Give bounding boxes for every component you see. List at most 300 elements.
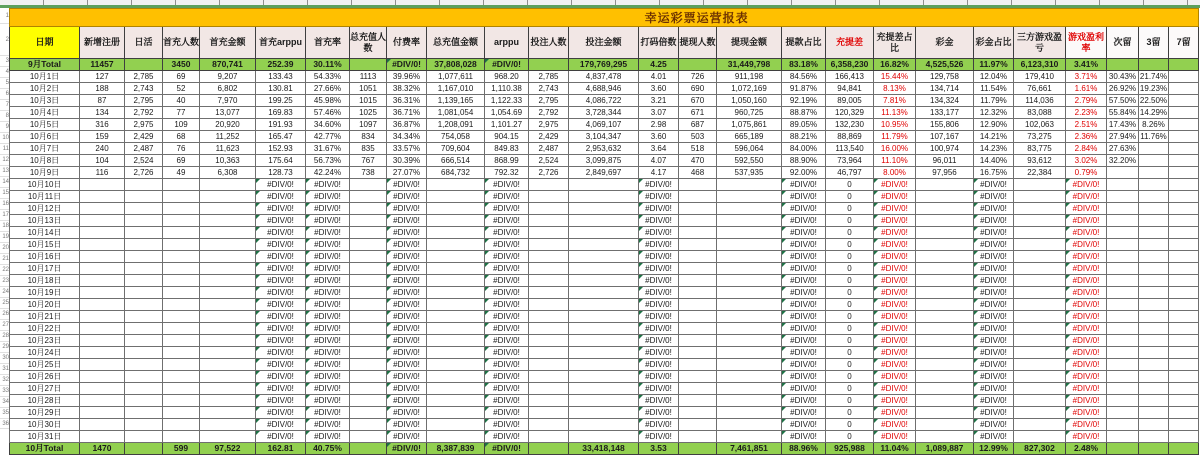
table-cell[interactable]: #DIV/0! [387, 431, 427, 443]
table-cell[interactable] [163, 311, 200, 323]
table-cell[interactable] [427, 287, 485, 299]
table-cell[interactable] [1169, 383, 1199, 395]
table-cell[interactable]: #DIV/0! [1066, 215, 1107, 227]
table-cell[interactable]: 1,072,169 [717, 83, 782, 95]
table-cell[interactable]: 754,058 [427, 131, 485, 143]
table-cell[interactable]: #DIV/0! [639, 419, 679, 431]
table-cell[interactable]: 57.46% [306, 107, 350, 119]
table-cell[interactable]: 11.79% [974, 95, 1014, 107]
table-cell[interactable]: 690 [679, 83, 717, 95]
table-cell[interactable]: 55.84% [1107, 107, 1139, 119]
table-cell[interactable] [1139, 251, 1169, 263]
table-cell[interactable]: #DIV/0! [256, 419, 306, 431]
table-cell[interactable] [717, 203, 782, 215]
table-cell[interactable] [717, 323, 782, 335]
table-cell[interactable] [350, 287, 387, 299]
row-number[interactable]: 8 [0, 111, 9, 122]
table-cell[interactable] [125, 383, 163, 395]
table-cell[interactable] [125, 203, 163, 215]
table-cell[interactable]: #DIV/0! [1066, 395, 1107, 407]
table-cell[interactable] [163, 371, 200, 383]
row-number[interactable]: 17 [0, 210, 9, 221]
table-cell[interactable] [529, 275, 569, 287]
table-cell[interactable] [916, 419, 974, 431]
table-cell[interactable]: 8.00% [874, 167, 916, 179]
table-cell[interactable] [125, 251, 163, 263]
table-cell[interactable]: #DIV/0! [485, 323, 529, 335]
row-number[interactable]: 3 [0, 56, 9, 67]
table-cell[interactable]: 69 [163, 155, 200, 167]
table-cell[interactable]: 21.74% [1139, 72, 1168, 81]
table-cell[interactable]: 599 [163, 443, 200, 455]
table-cell[interactable] [163, 299, 200, 311]
table-cell[interactable] [125, 59, 163, 71]
row-number[interactable]: 24 [0, 287, 9, 298]
table-cell[interactable]: 36.31% [387, 95, 427, 107]
table-cell[interactable]: #DIV/0! [256, 227, 306, 239]
table-cell[interactable]: #DIV/0! [387, 323, 427, 335]
table-cell[interactable]: 91.87% [782, 83, 826, 95]
column-header[interactable]: 彩金占比 [974, 27, 1014, 59]
date-cell[interactable]: 10月12日 [10, 203, 80, 215]
table-cell[interactable]: 792.32 [485, 167, 529, 179]
table-cell[interactable] [717, 371, 782, 383]
table-cell[interactable] [200, 263, 256, 275]
table-cell[interactable]: #DIV/0! [1066, 311, 1107, 323]
table-cell[interactable]: 54.33% [306, 71, 350, 83]
table-cell[interactable]: 129,758 [916, 71, 974, 83]
row-number[interactable]: 34 [0, 397, 9, 408]
table-cell[interactable]: 104 [80, 155, 125, 167]
table-cell[interactable]: 726 [679, 71, 717, 83]
table-cell[interactable] [529, 407, 569, 419]
table-cell[interactable]: #DIV/0! [256, 395, 306, 407]
table-cell[interactable]: #DIV/0! [974, 275, 1014, 287]
table-cell[interactable]: 3.53 [639, 443, 679, 455]
table-cell[interactable]: #DIV/0! [874, 179, 916, 191]
date-cell[interactable]: 10月23日 [10, 335, 80, 347]
table-cell[interactable]: #DIV/0! [1066, 287, 1107, 299]
table-cell[interactable] [679, 371, 717, 383]
table-cell[interactable]: #DIV/0! [485, 299, 529, 311]
table-cell[interactable] [125, 407, 163, 419]
table-cell[interactable] [1169, 263, 1199, 275]
table-cell[interactable] [125, 239, 163, 251]
table-cell[interactable] [1014, 179, 1066, 191]
table-cell[interactable] [679, 431, 717, 443]
table-cell[interactable] [1107, 359, 1139, 371]
table-cell[interactable] [916, 191, 974, 203]
table-cell[interactable]: 11.76% [1140, 132, 1167, 141]
table-cell[interactable] [1107, 167, 1139, 179]
table-cell[interactable]: #DIV/0! [306, 371, 350, 383]
table-cell[interactable]: #DIV/0! [306, 419, 350, 431]
table-cell[interactable]: #DIV/0! [256, 215, 306, 227]
table-cell[interactable] [529, 203, 569, 215]
table-cell[interactable] [350, 251, 387, 263]
table-cell[interactable]: #DIV/0! [485, 395, 529, 407]
table-cell[interactable]: 191.93 [256, 119, 306, 131]
table-cell[interactable]: #DIV/0! [782, 335, 826, 347]
table-cell[interactable]: #DIV/0! [639, 407, 679, 419]
table-cell[interactable] [1169, 335, 1199, 347]
table-cell[interactable] [80, 347, 125, 359]
table-cell[interactable]: 83.18% [782, 59, 826, 71]
table-cell[interactable]: 52 [163, 83, 200, 95]
table-cell[interactable] [1169, 347, 1199, 359]
table-cell[interactable] [427, 347, 485, 359]
table-cell[interactable]: 537,935 [717, 167, 782, 179]
table-cell[interactable]: #DIV/0! [974, 227, 1014, 239]
table-cell[interactable] [717, 191, 782, 203]
table-cell[interactable]: #DIV/0! [387, 395, 427, 407]
table-cell[interactable] [427, 275, 485, 287]
table-cell[interactable]: 1015 [350, 95, 387, 107]
table-cell[interactable]: #DIV/0! [1066, 371, 1107, 383]
table-cell[interactable]: 84.00% [782, 143, 826, 155]
table-cell[interactable] [1139, 59, 1169, 71]
table-cell[interactable]: #DIV/0! [782, 359, 826, 371]
table-cell[interactable]: #DIV/0! [1066, 179, 1107, 191]
table-cell[interactable] [1107, 431, 1139, 443]
table-cell[interactable] [1169, 275, 1199, 287]
table-cell[interactable] [1139, 275, 1169, 287]
table-cell[interactable]: 0 [826, 215, 874, 227]
table-cell[interactable] [1169, 131, 1199, 143]
table-cell[interactable]: 133.43 [256, 71, 306, 83]
date-cell[interactable]: 10月25日 [10, 359, 80, 371]
table-cell[interactable] [1107, 215, 1139, 227]
table-cell[interactable] [717, 395, 782, 407]
table-cell[interactable] [1014, 239, 1066, 251]
table-cell[interactable] [80, 395, 125, 407]
table-cell[interactable]: #DIV/0! [387, 335, 427, 347]
date-cell[interactable]: 10月30日 [10, 419, 80, 431]
table-cell[interactable]: 1051 [350, 83, 387, 95]
table-cell[interactable] [1107, 251, 1139, 263]
table-cell[interactable] [1139, 155, 1169, 167]
table-cell[interactable] [916, 239, 974, 251]
table-cell[interactable]: #DIV/0! [1066, 263, 1107, 275]
table-cell[interactable]: #DIV/0! [1066, 239, 1107, 251]
table-cell[interactable]: 904.15 [485, 131, 529, 143]
column-header[interactable]: 付费率 [387, 27, 427, 59]
table-cell[interactable]: 1,050,160 [717, 95, 782, 107]
table-cell[interactable]: 709,604 [427, 143, 485, 155]
table-cell[interactable] [1014, 227, 1066, 239]
table-cell[interactable] [916, 431, 974, 443]
table-cell[interactable]: 16.82% [874, 59, 916, 71]
date-cell[interactable]: 10月21日 [10, 311, 80, 323]
table-cell[interactable]: #DIV/0! [256, 203, 306, 215]
table-cell[interactable] [717, 227, 782, 239]
date-cell[interactable]: 10月24日 [10, 347, 80, 359]
table-cell[interactable]: #DIV/0! [1066, 251, 1107, 263]
date-cell[interactable]: 10月29日 [10, 407, 80, 419]
table-cell[interactable] [529, 347, 569, 359]
table-cell[interactable]: #DIV/0! [639, 431, 679, 443]
table-cell[interactable] [916, 383, 974, 395]
table-cell[interactable] [529, 443, 569, 455]
table-cell[interactable] [1169, 119, 1199, 131]
table-cell[interactable]: #DIV/0! [387, 359, 427, 371]
table-cell[interactable]: #DIV/0! [387, 227, 427, 239]
table-cell[interactable]: 1113 [350, 71, 387, 83]
table-cell[interactable]: #DIV/0! [1066, 191, 1107, 203]
table-cell[interactable]: 1097 [350, 119, 387, 131]
table-cell[interactable]: #DIV/0! [306, 263, 350, 275]
table-cell[interactable]: 34.60% [306, 119, 350, 131]
column-header[interactable]: 游戏盈利率 [1066, 27, 1107, 59]
table-cell[interactable]: #DIV/0! [874, 203, 916, 215]
table-cell[interactable] [1107, 275, 1139, 287]
table-cell[interactable]: #DIV/0! [387, 419, 427, 431]
table-cell[interactable] [1139, 263, 1169, 275]
table-cell[interactable]: 36.71% [387, 107, 427, 119]
table-cell[interactable]: #DIV/0! [639, 383, 679, 395]
table-cell[interactable] [1139, 371, 1169, 383]
table-cell[interactable]: #DIV/0! [782, 407, 826, 419]
table-cell[interactable]: 2,524 [125, 155, 163, 167]
table-cell[interactable]: 8.13% [874, 83, 916, 95]
table-cell[interactable]: 1470 [80, 443, 125, 455]
table-cell[interactable]: #DIV/0! [639, 227, 679, 239]
table-cell[interactable]: 128.73 [256, 167, 306, 179]
table-cell[interactable]: #DIV/0! [387, 371, 427, 383]
table-cell[interactable] [916, 287, 974, 299]
table-cell[interactable] [1169, 71, 1199, 83]
table-cell[interactable] [125, 419, 163, 431]
table-cell[interactable] [679, 227, 717, 239]
table-cell[interactable]: 155,806 [916, 119, 974, 131]
table-cell[interactable]: 30.11% [306, 59, 350, 71]
table-cell[interactable] [1139, 191, 1169, 203]
table-cell[interactable] [1169, 107, 1199, 119]
date-cell[interactable]: 10月11日 [10, 191, 80, 203]
table-cell[interactable] [427, 215, 485, 227]
table-cell[interactable]: 10.95% [874, 119, 916, 131]
table-cell[interactable]: 3.41% [1066, 59, 1107, 71]
row-number[interactable]: 10 [0, 133, 9, 144]
column-header[interactable]: 7留 [1169, 27, 1199, 59]
table-cell[interactable]: 960,725 [717, 107, 782, 119]
table-cell[interactable] [529, 323, 569, 335]
table-cell[interactable] [427, 251, 485, 263]
table-cell[interactable]: #DIV/0! [782, 419, 826, 431]
table-cell[interactable]: 968.20 [485, 71, 529, 83]
table-cell[interactable]: #DIV/0! [387, 407, 427, 419]
row-number[interactable]: 16 [0, 199, 9, 210]
table-cell[interactable] [1169, 311, 1199, 323]
table-cell[interactable] [163, 275, 200, 287]
table-cell[interactable] [529, 215, 569, 227]
table-cell[interactable]: 11.10% [874, 155, 916, 167]
table-cell[interactable] [1169, 143, 1199, 155]
table-cell[interactable]: #DIV/0! [974, 239, 1014, 251]
table-cell[interactable] [1107, 419, 1139, 431]
table-cell[interactable] [125, 263, 163, 275]
table-cell[interactable]: 3,104,347 [569, 131, 639, 143]
table-cell[interactable]: #DIV/0! [485, 191, 529, 203]
table-cell[interactable] [1169, 287, 1199, 299]
table-cell[interactable]: 3.21 [639, 95, 679, 107]
table-cell[interactable]: 6,802 [200, 83, 256, 95]
table-cell[interactable]: #DIV/0! [874, 311, 916, 323]
table-cell[interactable] [679, 443, 717, 455]
table-cell[interactable]: 2,792 [529, 107, 569, 119]
row-number[interactable]: 35 [0, 408, 9, 419]
table-cell[interactable]: 849.83 [485, 143, 529, 155]
table-cell[interactable]: 0 [826, 431, 874, 443]
table-cell[interactable] [1169, 431, 1199, 443]
table-cell[interactable] [200, 407, 256, 419]
table-cell[interactable]: #DIV/0! [782, 323, 826, 335]
table-cell[interactable] [125, 275, 163, 287]
table-cell[interactable]: 4.07 [639, 155, 679, 167]
table-cell[interactable]: #DIV/0! [306, 359, 350, 371]
table-cell[interactable] [679, 419, 717, 431]
table-cell[interactable]: 665,189 [717, 131, 782, 143]
table-cell[interactable]: 3.60 [639, 83, 679, 95]
table-cell[interactable]: #DIV/0! [485, 347, 529, 359]
table-cell[interactable] [200, 347, 256, 359]
column-header[interactable]: 三方游戏盈亏 [1014, 27, 1066, 59]
table-cell[interactable] [350, 191, 387, 203]
table-cell[interactable] [679, 263, 717, 275]
table-cell[interactable]: 56.73% [306, 155, 350, 167]
table-cell[interactable]: 102,063 [1014, 119, 1066, 131]
table-cell[interactable]: #DIV/0! [974, 203, 1014, 215]
table-cell[interactable]: 2,785 [529, 71, 569, 83]
table-cell[interactable]: 133,177 [916, 107, 974, 119]
table-cell[interactable]: #DIV/0! [256, 359, 306, 371]
table-cell[interactable] [1169, 215, 1199, 227]
table-cell[interactable]: #DIV/0! [874, 263, 916, 275]
table-cell[interactable]: 14.21% [974, 131, 1014, 143]
table-cell[interactable] [427, 419, 485, 431]
table-cell[interactable]: 670 [679, 95, 717, 107]
row-number[interactable]: 33 [0, 386, 9, 397]
table-cell[interactable] [350, 299, 387, 311]
table-cell[interactable] [163, 395, 200, 407]
table-cell[interactable]: #DIV/0! [974, 191, 1014, 203]
table-cell[interactable]: 3,099,875 [569, 155, 639, 167]
table-cell[interactable]: 2,743 [529, 83, 569, 95]
table-cell[interactable]: #DIV/0! [974, 335, 1014, 347]
table-cell[interactable] [1169, 299, 1199, 311]
table-cell[interactable] [717, 299, 782, 311]
table-cell[interactable]: 152.93 [256, 143, 306, 155]
table-cell[interactable]: #DIV/0! [974, 359, 1014, 371]
table-cell[interactable]: #DIV/0! [306, 323, 350, 335]
row-number[interactable]: 25 [0, 298, 9, 309]
table-cell[interactable] [125, 179, 163, 191]
table-cell[interactable] [200, 251, 256, 263]
table-cell[interactable]: 100,974 [916, 143, 974, 155]
table-cell[interactable]: #DIV/0! [1066, 227, 1107, 239]
table-cell[interactable]: #DIV/0! [782, 239, 826, 251]
table-cell[interactable] [679, 191, 717, 203]
table-cell[interactable]: 925,988 [826, 443, 874, 455]
table-cell[interactable]: #DIV/0! [387, 299, 427, 311]
table-cell[interactable]: #DIV/0! [874, 275, 916, 287]
table-cell[interactable]: #DIV/0! [256, 179, 306, 191]
date-cell[interactable]: 9月Total [10, 59, 80, 71]
table-cell[interactable] [350, 407, 387, 419]
table-cell[interactable] [163, 431, 200, 443]
table-cell[interactable] [1107, 191, 1139, 203]
table-cell[interactable] [916, 359, 974, 371]
date-cell[interactable]: 10月8日 [10, 155, 80, 167]
table-cell[interactable] [80, 299, 125, 311]
table-cell[interactable]: 2,975 [529, 119, 569, 131]
table-cell[interactable] [1139, 419, 1169, 431]
row-number[interactable]: 5 [0, 78, 9, 89]
table-cell[interactable]: #DIV/0! [974, 287, 1014, 299]
table-cell[interactable]: #DIV/0! [639, 239, 679, 251]
table-cell[interactable] [1169, 251, 1199, 263]
table-cell[interactable]: 0 [826, 179, 874, 191]
table-cell[interactable]: 1,139,165 [427, 95, 485, 107]
table-cell[interactable]: 3.02% [1066, 155, 1107, 167]
table-cell[interactable]: 19.23% [1139, 84, 1168, 93]
table-cell[interactable]: 38.32% [387, 83, 427, 95]
table-cell[interactable]: 97,522 [200, 443, 256, 455]
table-cell[interactable]: 83,088 [1014, 107, 1066, 119]
table-cell[interactable]: 89,005 [826, 95, 874, 107]
table-cell[interactable] [163, 335, 200, 347]
table-cell[interactable] [1107, 59, 1139, 71]
table-cell[interactable] [1107, 239, 1139, 251]
table-cell[interactable]: #DIV/0! [639, 311, 679, 323]
table-cell[interactable]: 17.43% [1107, 119, 1139, 131]
table-cell[interactable]: #DIV/0! [974, 371, 1014, 383]
row-number[interactable]: 4 [0, 67, 9, 78]
table-cell[interactable] [125, 431, 163, 443]
table-cell[interactable] [916, 275, 974, 287]
table-cell[interactable]: 130.81 [256, 83, 306, 95]
table-cell[interactable] [427, 191, 485, 203]
table-cell[interactable] [1014, 287, 1066, 299]
table-cell[interactable]: 0 [826, 407, 874, 419]
table-cell[interactable] [350, 203, 387, 215]
table-cell[interactable]: 2,524 [529, 155, 569, 167]
table-cell[interactable] [679, 347, 717, 359]
table-cell[interactable]: 1.61% [1066, 83, 1107, 95]
table-cell[interactable]: #DIV/0! [974, 263, 1014, 275]
row-number[interactable]: 22 [0, 265, 9, 276]
date-cell[interactable]: 10月14日 [10, 227, 80, 239]
table-cell[interactable] [80, 227, 125, 239]
table-cell[interactable]: #DIV/0! [782, 395, 826, 407]
table-cell[interactable] [529, 191, 569, 203]
row-number[interactable]: 6 [0, 89, 9, 100]
row-number[interactable]: 9 [0, 122, 9, 133]
table-cell[interactable] [350, 239, 387, 251]
table-cell[interactable] [1014, 431, 1066, 443]
table-cell[interactable]: 2,743 [125, 83, 163, 95]
table-cell[interactable]: 27.94% [1107, 131, 1139, 143]
table-cell[interactable] [1139, 407, 1169, 419]
table-cell[interactable] [163, 347, 200, 359]
table-cell[interactable] [1139, 443, 1169, 455]
table-cell[interactable]: #DIV/0! [782, 263, 826, 275]
table-cell[interactable] [717, 239, 782, 251]
table-cell[interactable] [1169, 323, 1199, 335]
table-cell[interactable]: 4,688,946 [569, 83, 639, 95]
table-cell[interactable] [1169, 179, 1199, 191]
table-cell[interactable] [569, 347, 639, 359]
